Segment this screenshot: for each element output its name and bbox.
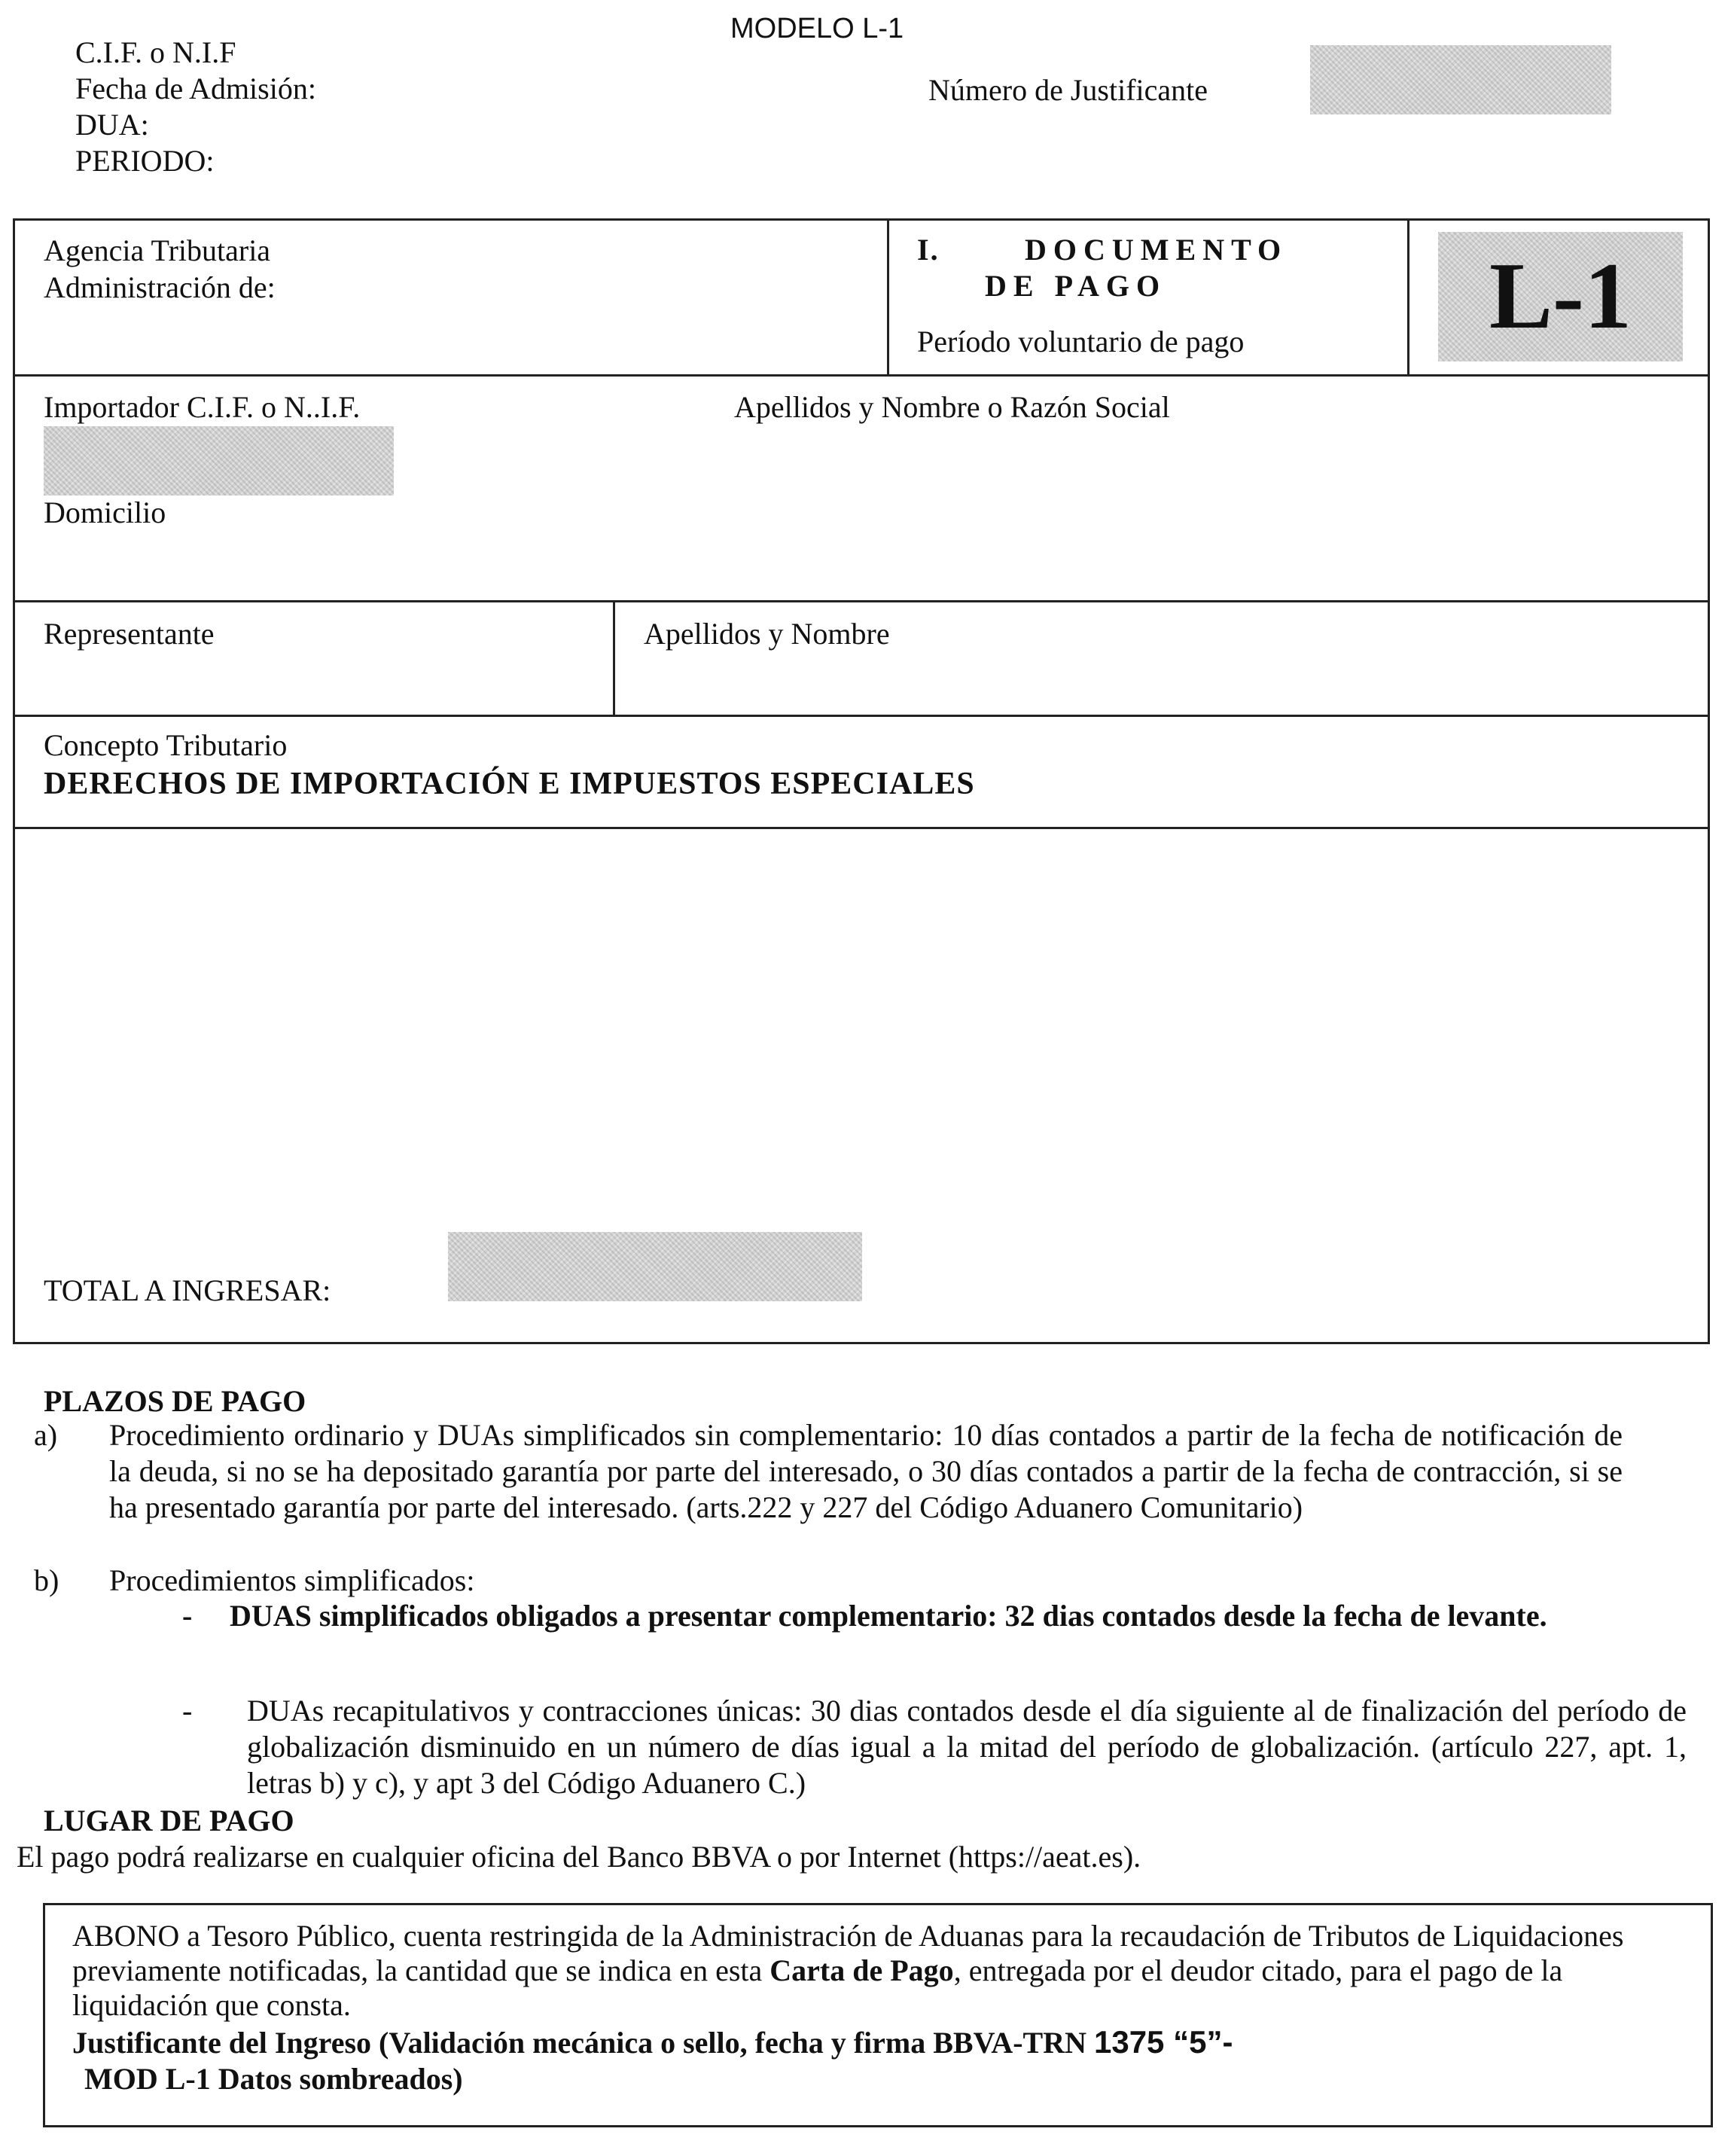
plazo-b2-text: DUAs recapitulativos y contracciones únicas: 30 dias contados desde el día siguiente al de finalización del período de globalización disminuido en un número de días igual a la mitad del período de globalización. (artículo 227, apt. 1, letras b) y c), y apt 3 del Código Aduanero C.) (247, 1694, 1687, 1800)
dash-bullet: - (182, 1599, 193, 1633)
apellidos-razon-social-label: Apellidos y Nombre o Razón Social (734, 390, 1170, 424)
justificante-line2: MOD L-1 Datos sombreados) (84, 2062, 463, 2096)
column-divider (1407, 218, 1409, 377)
list-marker-a: a) (34, 1418, 58, 1452)
concepto-tributario-label: Concepto Tributario (44, 728, 288, 762)
column-divider (613, 600, 615, 716)
lugar-heading: LUGAR DE PAGO (44, 1804, 294, 1837)
justificante-line (72, 2024, 1233, 2061)
domicilio-label: Domicilio (44, 496, 166, 529)
total-ingresar-shaded-field[interactable] (448, 1232, 862, 1301)
representante-label: Representante (44, 617, 215, 651)
abono-text-part: ABONO a Tesoro Público, cuenta restringida de la Administración de Aduanas para la recaudación de Tributos de Liquidaciones previamente notificadas, la cantidad que se indica en esta (72, 1919, 1624, 1987)
dua-label: DUA: (75, 108, 149, 142)
model-title: MODELO L-1 (730, 13, 904, 44)
doc-number: I. (917, 233, 940, 267)
importador-nif-shaded-field[interactable] (44, 426, 394, 496)
row-divider (13, 827, 1710, 829)
numero-justificante-shaded-field[interactable] (1310, 45, 1611, 114)
administracion-label: Administración de: (44, 270, 276, 304)
numero-justificante-label: Número de Justificante (928, 73, 1208, 107)
concepto-tributario-value: DERECHOS DE IMPORTACIÓN E IMPUESTOS ESPECIALES (44, 767, 975, 801)
agencia-label: Agencia Tributaria (44, 233, 271, 267)
row-divider (13, 715, 1710, 717)
row-divider (13, 600, 1710, 602)
cif-nif-label: C.I.F. o N.I.F (75, 35, 236, 69)
plazo-a-text: Procedimiento ordinario y DUAs simplificados sin complementario: 10 días contados a partir de la fecha de notificación de la deuda, si no se ha depositado garantía por parte del interesado, o 30 días contados a partir de la fecha de contracción, si se ha presentado garantía por parte del interesado. (arts.222 y 227 del Código Aduanero Comunitario) (109, 1418, 1623, 1524)
abono-text (72, 1919, 1676, 2023)
l1-badge: L-1 (1489, 244, 1632, 349)
justificante-code: 1375 “5”- (1093, 2024, 1233, 2060)
abono-text-part: , entregada por el deudor citado, para el pago de la liquidación que consta. (72, 1953, 1563, 2022)
apellidos-nombre-label: Apellidos y Nombre (644, 617, 890, 651)
plazo-b-text: Procedimientos simplificados: (109, 1563, 475, 1597)
doc-title-line2: DE PAGO (985, 269, 1167, 303)
periodo-label: PERIODO: (75, 144, 215, 178)
dash-bullet: - (182, 1694, 193, 1728)
periodo-voluntario-label: Período voluntario de pago (917, 325, 1245, 358)
total-ingresar-label: TOTAL A INGRESAR: (44, 1273, 331, 1307)
list-marker-b: b) (34, 1563, 59, 1597)
plazo-b1-text: DUAS simplificados obligados a presentar complementario: 32 dias contados desde la fecha de levante. (230, 1599, 1547, 1633)
column-divider (887, 218, 889, 377)
carta-de-pago-emphasis: Carta de Pago (769, 1953, 954, 1987)
plazos-heading: PLAZOS DE PAGO (44, 1384, 306, 1418)
row-divider (13, 374, 1710, 377)
fecha-admision-label: Fecha de Admisión: (75, 72, 316, 105)
justificante-text: Justificante del Ingreso (Validación mecánica o sello, fecha y firma BBVA-TRN (72, 2026, 1094, 2060)
importador-label: Importador C.I.F. o N..I.F. (44, 390, 361, 424)
lugar-text: El pago podrá realizarse en cualquier oficina del Banco BBVA o por Internet (https://aeat.es). (17, 1840, 1141, 1874)
doc-title-line1: DOCUMENTO (1025, 233, 1288, 267)
